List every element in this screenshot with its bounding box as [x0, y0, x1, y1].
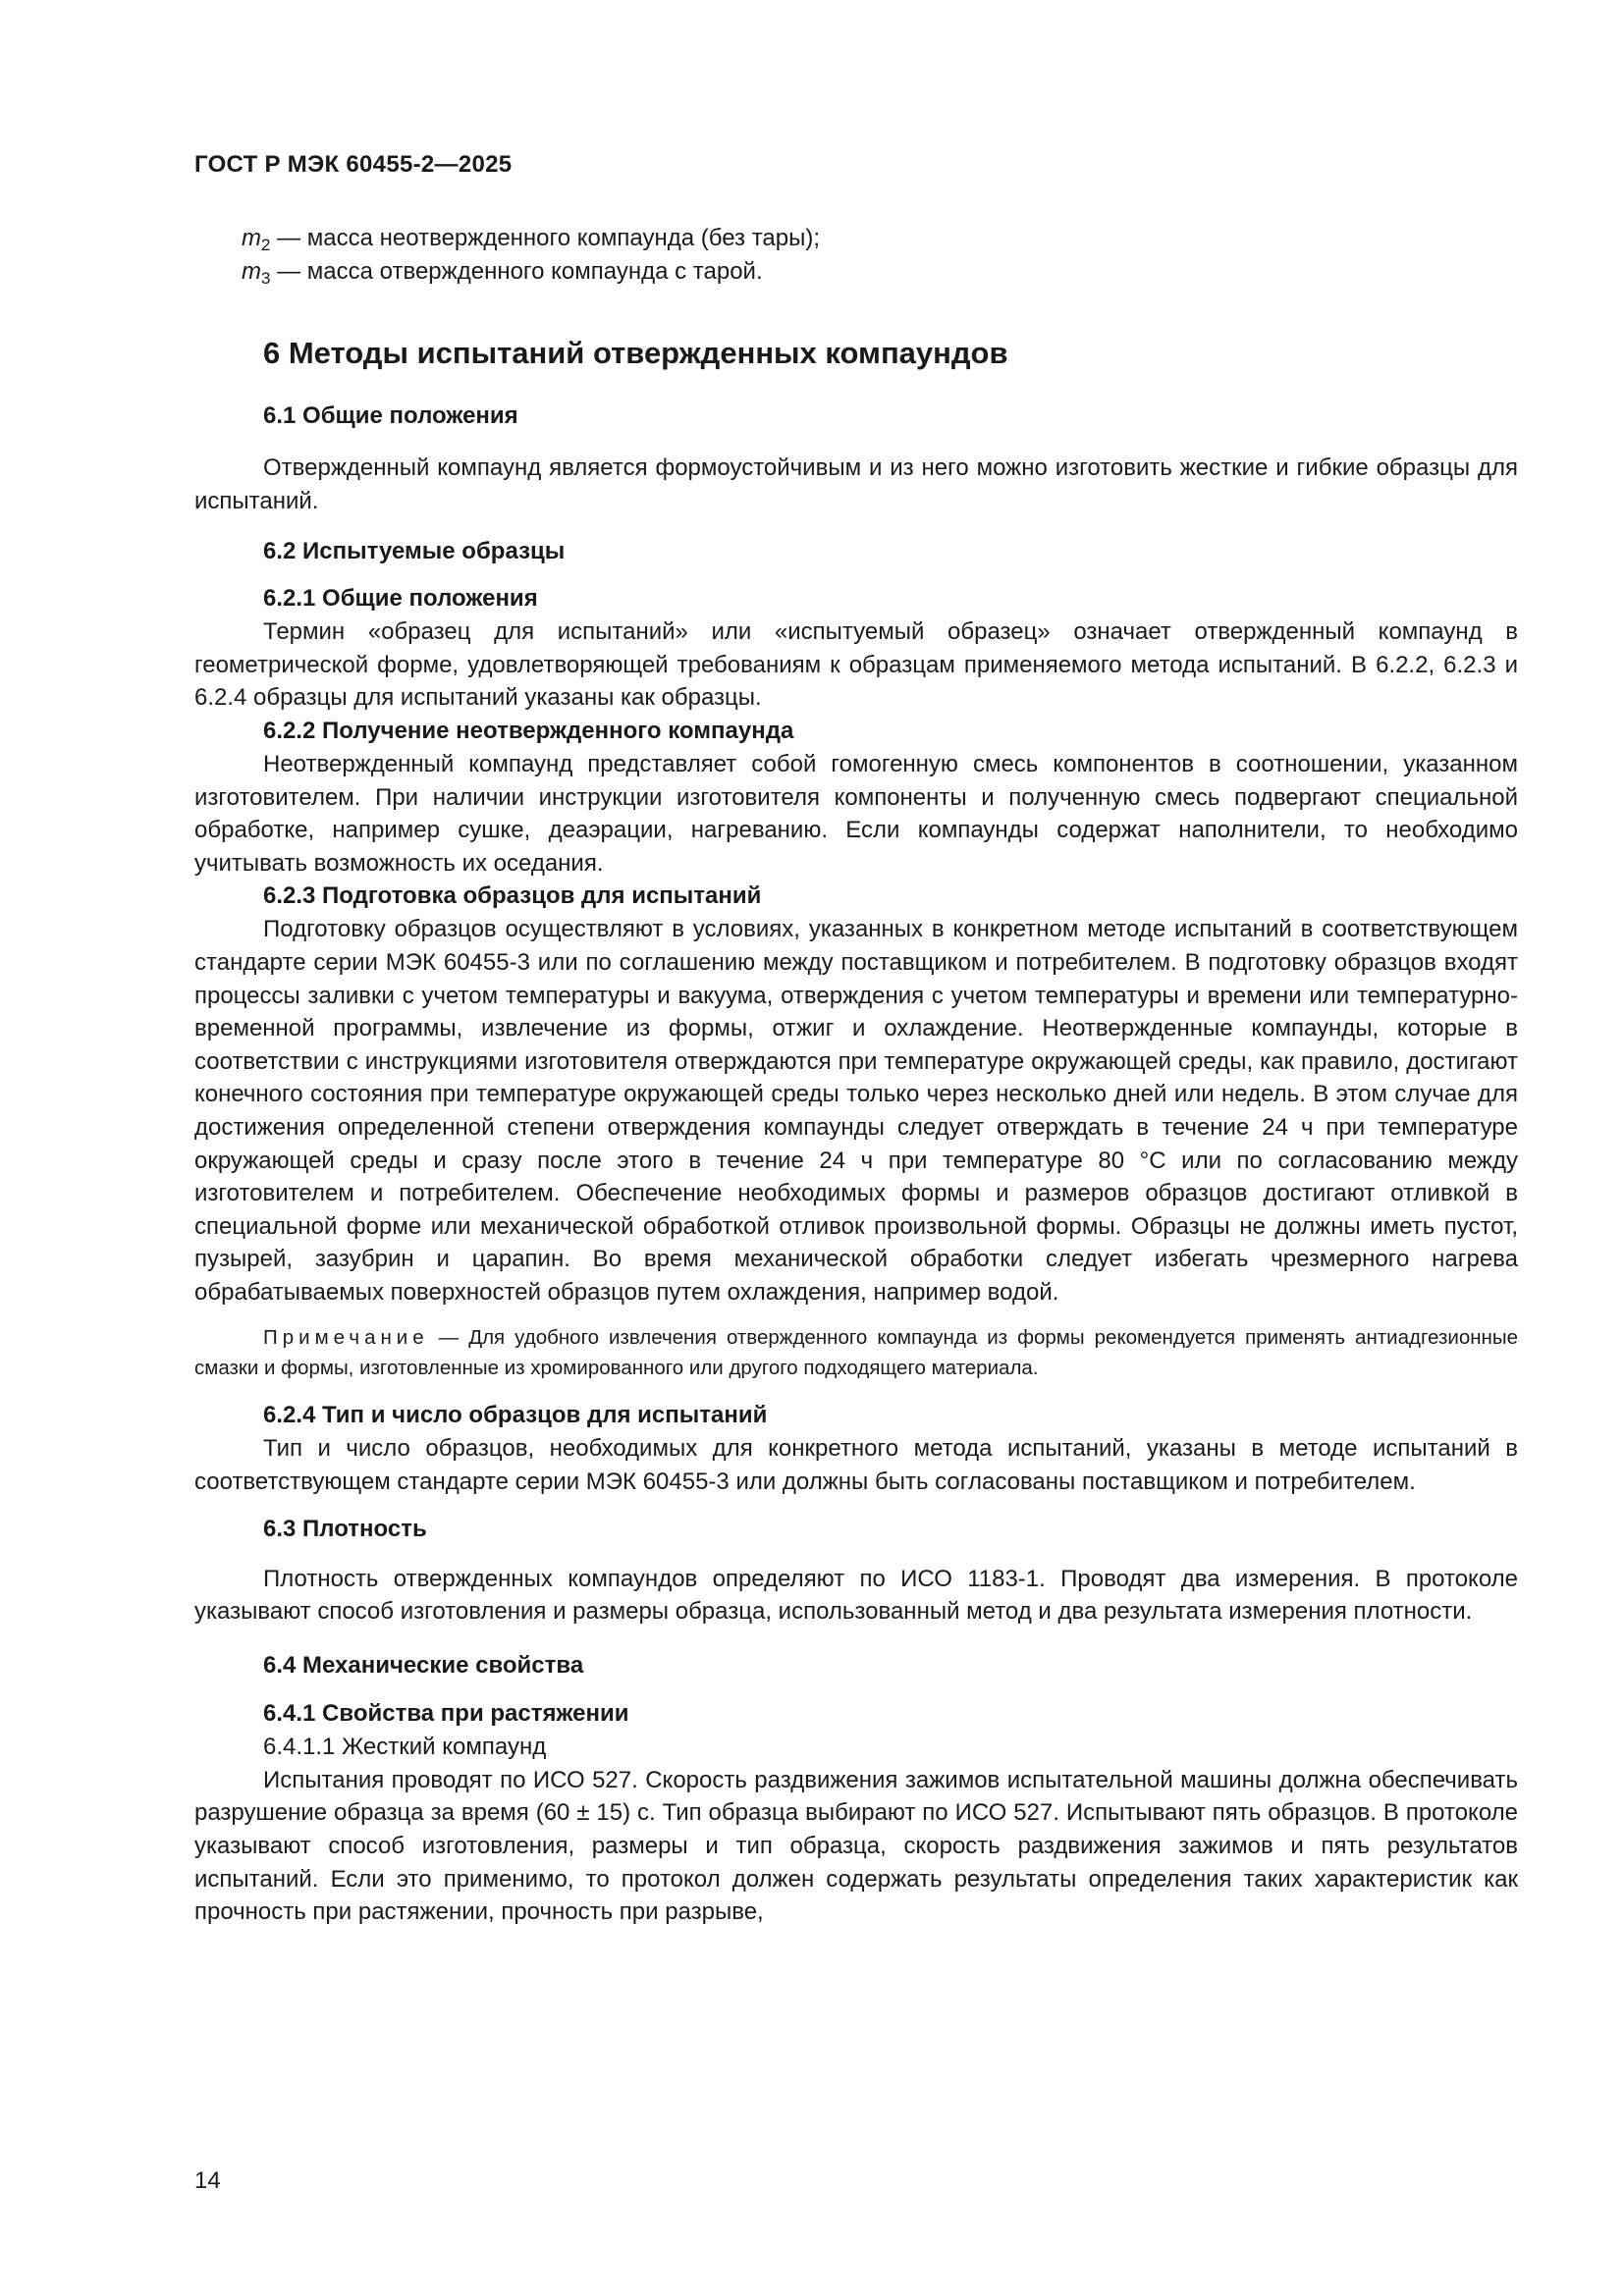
legend-subscript: 3	[261, 269, 271, 288]
note-label: Примечание	[263, 1326, 429, 1350]
document-header: ГОСТ Р МЭК 60455-2—2025	[194, 151, 513, 178]
legend-symbol: m	[242, 258, 261, 285]
section-6-3-heading: 6.3 Плотность	[263, 1515, 427, 1542]
section-6-1-paragraph: Отвержденный компаунд является формоустойчивым и из него можно изготовить жесткие и гибкие образцы для испытаний.	[194, 454, 1518, 514]
legend-text: — масса неотвержденного компаунда (без тары);	[270, 225, 821, 251]
section-6-2-4-paragraph: Тип и число образцов, необходимых для конкретного метода испытаний, указаны в методе испытаний в соответствующем стандарте серии МЭК 60455-3 или должны быть согласованы поставщиком и потребителем.	[194, 1435, 1518, 1496]
note-paragraph	[194, 1322, 1518, 1383]
section-6-2-3-paragraph: Подготовку образцов осуществляют в условиях, указанных в конкретном методе испытаний в соответствующем стандарте серии МЭК 60455-3 или по соглашению между поставщиком и потребителем. В подготовку образцов входят процессы заливки с учетом температуры и вакуума, отверждения с учетом температуры и времени или температурно-временной программы, извлечение из формы, отжиг и охлаждение. Неотвержденные компаунды, которые в соответствии с инструкциями изготовителя отверждаются при температуре окружающей среды, как правило, достигают конечного состояния при температуре окружающей среды только через несколько дней или недель. В этом случае для достижения определенной степени отверждения компаунды следует отверждать в течение 24 ч при температуре окружающей среды и сразу после этого в течение 24 ч при температуре 80 °С или по согласованию между изготовителем и потребителем. Обеспечение необходимых формы и размеров образцов достигают отливкой в специальной форме или механической обработкой отливок произвольной формы. Образцы не должны иметь пустот, пузырей, зазубрин и царапин. Во время механической обработки следует избегать чрезмерного нагрева обрабатываемых поверхностей образцов путем охлаждения, например водой.	[194, 916, 1518, 1306]
section-6-4-1-1-heading: 6.4.1.1 Жесткий компаунд	[263, 1733, 547, 1760]
legend-symbol: m	[242, 225, 261, 251]
page-body	[194, 222, 1518, 1929]
section-6-2-2-paragraph: Неотвержденный компаунд представляет собой гомогенную смесь компонентов в соотношении, указанном изготовителем. При наличии инструкции изготовителя компоненты и полученную смесь подвергают специальной обработке, например сушке, деаэрации, нагреванию. Если компаунды содержат наполнители, то необходимо учитывать возможность их оседания.	[194, 750, 1518, 877]
section-6-2-2-heading: 6.2.2 Получение неотвержденного компаунда	[263, 717, 794, 744]
section-6-1-heading: 6.1 Общие положения	[263, 402, 518, 429]
section-6-2-4-heading: 6.2.4 Тип и число образцов для испытаний	[263, 1402, 768, 1429]
section-6-4-1-1-paragraph: Испытания проводят по ИСО 527. Скорость раздвижения зажимов испытательной машины должна обеспечивать разрушение образца за время (60 ± 15) с. Тип образца выбирают по ИСО 527. Испытывают пять образцов. В протоколе указывают способ изготовления, размеры и тип образца, скорость раздвижения зажимов и пять результатов испытаний. Если это применимо, то протокол должен содержать результаты определения таких характеристик как прочность при растяжении, прочность при разрыве,	[194, 1766, 1518, 1926]
section-6-4-heading: 6.4 Механические свойства	[263, 1651, 584, 1679]
legend-text: — масса отвержденного компаунда с тарой.	[270, 258, 763, 285]
legend-item	[194, 255, 1518, 289]
section-6-2-1-heading: 6.2.1 Общие положения	[263, 585, 538, 613]
section-6-3-paragraph: Плотность отвержденных компаундов определяют по ИСО 1183-1. Проводят два измерения. В протоколе указывают способ изготовления и размеры образца, использованный метод и два результата измерения плотности.	[194, 1565, 1518, 1626]
section-6-2-1-paragraph: Термин «образец для испытаний» или «испытуемый образец» означает отвержденный компаунд в геометрической форме, удовлетворяющей требованиям к образцам применяемого метода испытаний. В 6.2.2, 6.2.3 и 6.2.4 образцы для испытаний указаны как образцы.	[194, 618, 1518, 712]
note-text: — Для удобного извлечения отвержденного компаунда из формы рекомендуется применять антиадгезионные смазки и формы, изготовленные из хромированного или другого подходящего материала.	[194, 1326, 1518, 1380]
section-6-heading: 6 Методы испытаний отвержденных компаундов	[263, 336, 1008, 370]
legend-item	[194, 222, 1518, 255]
page-number: 14	[194, 2167, 221, 2194]
section-6-2-3-heading: 6.2.3 Подготовка образцов для испытаний	[263, 882, 762, 910]
legend-subscript: 2	[261, 236, 271, 254]
section-6-4-1-heading: 6.4.1 Свойства при растяжении	[263, 1699, 629, 1727]
section-6-2-heading: 6.2 Испытуемые образцы	[263, 538, 566, 565]
